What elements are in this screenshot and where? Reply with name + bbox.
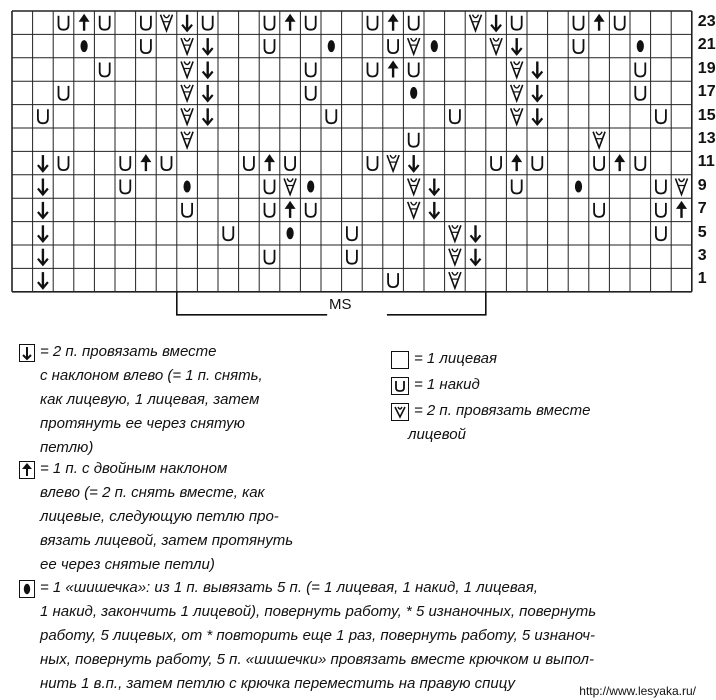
left-decrease-icon (38, 272, 48, 288)
legend-dbl-line: ее через снятые петли) (40, 556, 215, 573)
k2tog-icon (284, 179, 296, 195)
k2tog-icon (593, 132, 605, 148)
k2tog-icon (676, 179, 688, 195)
empty-square-icon (391, 351, 409, 369)
row-number: 1 (697, 270, 707, 288)
bobble-icon (307, 181, 314, 193)
legend-bobble-line: работу, 5 лицевых, от * повторить еще 1 раз, повернуть работу, 5 изнаноч- (40, 627, 596, 644)
yarn-over-icon (223, 226, 233, 240)
double-decrease-icon (676, 201, 687, 218)
yarn-over-icon (265, 39, 275, 53)
row-number: 17 (697, 83, 716, 101)
yarn-over-icon (265, 16, 275, 30)
k2tog-icon (181, 62, 193, 78)
k2tog-icon (181, 38, 193, 54)
bobble-icon (81, 40, 88, 52)
k2tog-icon (511, 108, 523, 124)
k2tog-icon (490, 38, 502, 54)
double-decrease-icon (19, 461, 35, 479)
legend-ssk-line: петлю) (40, 439, 94, 456)
bobble-icon (328, 40, 335, 52)
yarn-over-icon (347, 250, 357, 264)
yarn-over-icon (635, 86, 645, 100)
left-decrease-icon (532, 62, 542, 78)
yarn-over-icon (265, 203, 275, 217)
double-decrease-icon (79, 14, 90, 31)
yarn-over-icon (100, 63, 110, 77)
yarn-over-icon (532, 156, 542, 170)
row-number: 21 (697, 36, 716, 54)
double-decrease-icon (594, 14, 605, 31)
ms-label: MS (329, 296, 352, 313)
yarn-over-icon (306, 63, 316, 77)
yarn-over-icon (368, 63, 378, 77)
k2tog-icon (449, 225, 461, 241)
left-decrease-icon (182, 15, 192, 31)
legend-k2tog-line: лицевой (408, 426, 466, 443)
row-number: 19 (697, 59, 716, 77)
legend-k2tog-line: = 2 п. провязать вместе (414, 402, 591, 419)
yarn-over-icon (388, 39, 398, 53)
yarn-over-icon (59, 16, 69, 30)
legend-bobble-line: = 1 «шишечка»: из 1 п. вывязать 5 п. (= 1 лицевая, 1 накид, 1 лицевая, (40, 579, 538, 596)
yarn-over-icon (100, 16, 110, 30)
yarn-over-icon (38, 109, 48, 123)
yarn-over-icon (512, 180, 522, 194)
k2tog-icon (181, 132, 193, 148)
yarn-over-icon (615, 16, 625, 30)
k2tog-icon (391, 403, 409, 421)
legend-dbl-line: вязать лицевой, затем протянуть (40, 532, 294, 549)
yarn-over-icon (594, 203, 604, 217)
legend-ssk-line: с наклоном влево (= 1 п. снять, (40, 367, 263, 384)
legend-ssk-text (40, 340, 263, 460)
yarn-over-icon (120, 180, 130, 194)
left-decrease-icon (429, 202, 439, 218)
yarn-over-icon (450, 109, 460, 123)
double-decrease-icon (285, 201, 296, 218)
legend-dbl-line: лицевые, следующую петлю про- (40, 508, 279, 525)
yarn-over-icon (347, 226, 357, 240)
row-number: 7 (697, 200, 707, 218)
k2tog-icon (449, 272, 461, 288)
yarn-over-icon (306, 86, 316, 100)
k2tog-icon (161, 15, 173, 31)
yarn-over-icon (244, 156, 254, 170)
yarn-over-icon (409, 133, 419, 147)
yarn-over-icon (120, 156, 130, 170)
double-decrease-icon (285, 14, 296, 31)
k2tog-icon (470, 15, 482, 31)
yarn-over-icon (574, 16, 584, 30)
bobble-icon (19, 580, 35, 598)
yarn-over-icon (594, 156, 604, 170)
yarn-over-icon (59, 156, 69, 170)
legend-yo-line: = 1 накид (414, 376, 480, 393)
k2tog-icon (449, 249, 461, 265)
legend-dbl-text (40, 457, 293, 577)
left-decrease-icon (203, 108, 213, 124)
legend-ssk-line: протянуть ее через снятую (40, 415, 245, 432)
yarn-over-icon (409, 16, 419, 30)
left-decrease-icon (19, 344, 35, 362)
bobble-icon (637, 40, 644, 52)
legend-bobble-text (40, 576, 596, 696)
k2tog-icon (181, 108, 193, 124)
left-decrease-icon (38, 225, 48, 241)
yarn-over-icon (656, 203, 666, 217)
yarn-over-icon (656, 226, 666, 240)
legend-yo-text (414, 373, 480, 397)
double-decrease-icon (388, 61, 399, 78)
left-decrease-icon (512, 38, 522, 54)
row-number: 13 (697, 130, 716, 147)
yarn-over-icon (635, 63, 645, 77)
legend-knit-line: = 1 лицевая (414, 350, 498, 367)
left-decrease-icon (429, 179, 439, 195)
left-decrease-icon (532, 108, 542, 124)
yarn-over-icon (141, 39, 151, 53)
row-number: 9 (697, 176, 707, 194)
left-decrease-icon (203, 38, 213, 54)
row-number: 11 (697, 153, 715, 171)
legend-k2tog-text (408, 399, 591, 447)
double-decrease-icon (264, 154, 275, 171)
left-decrease-icon (471, 225, 481, 241)
left-decrease-icon (38, 202, 48, 218)
bobble-icon (287, 227, 294, 239)
row-number: 23 (697, 13, 716, 30)
double-decrease-icon (511, 154, 522, 171)
yarn-over-icon (391, 377, 409, 395)
left-decrease-icon (409, 155, 419, 171)
yarn-over-icon (265, 250, 275, 264)
yarn-over-icon (409, 63, 419, 77)
yarn-over-icon (368, 16, 378, 30)
yarn-over-icon (326, 109, 336, 123)
yarn-over-icon (306, 16, 316, 30)
legend-bobble-line: 1 накид, закончить 1 лицевой), повернуть работу, * 5 изнаночных, повернуть (40, 603, 597, 620)
row-number: 15 (697, 106, 716, 124)
k2tog-icon (181, 85, 193, 101)
bobble-icon (184, 181, 191, 193)
k2tog-icon (408, 38, 420, 54)
row-number: 5 (697, 223, 707, 241)
left-decrease-icon (532, 85, 542, 101)
k2tog-icon (511, 85, 523, 101)
yarn-over-icon (635, 156, 645, 170)
double-decrease-icon (140, 154, 151, 171)
yarn-over-icon (656, 180, 666, 194)
yarn-over-icon (203, 16, 213, 30)
legend-dbl-line: влево (= 2 п. снять вместе, как (40, 484, 265, 501)
yarn-over-icon (388, 273, 398, 287)
left-decrease-icon (491, 15, 501, 31)
yarn-over-icon (285, 156, 295, 170)
yarn-over-icon (574, 39, 584, 53)
watermark-url: http://www.lesyaka.ru/ (579, 684, 696, 698)
k2tog-icon (408, 179, 420, 195)
legend-bobble-line: нить 1 в.п., затем петлю с крючка переместить на правую спицу (40, 675, 516, 692)
legend-dbl-line: = 1 п. с двойным наклоном (40, 460, 228, 477)
legend-bobble-line: ных, повернуть работу, 5 п. «шишечки» провязать вместе крючком и выпол- (40, 651, 594, 668)
left-decrease-icon (471, 249, 481, 265)
bobble-icon (575, 181, 582, 193)
k2tog-icon (387, 155, 399, 171)
row-number: 3 (697, 247, 707, 264)
double-decrease-icon (614, 154, 625, 171)
left-decrease-icon (38, 155, 48, 171)
yarn-over-icon (182, 203, 192, 217)
yarn-over-icon (265, 180, 275, 194)
yarn-over-icon (141, 16, 151, 30)
left-decrease-icon (203, 62, 213, 78)
yarn-over-icon (656, 109, 666, 123)
legend-ssk-line: = 2 п. провязать вместе (40, 343, 217, 360)
yarn-over-icon (491, 156, 501, 170)
bobble-icon (410, 87, 417, 99)
yarn-over-icon (306, 203, 316, 217)
left-decrease-icon (38, 249, 48, 265)
yarn-over-icon (162, 156, 172, 170)
yarn-over-icon (512, 16, 522, 30)
legend-knit-text (414, 347, 497, 371)
left-decrease-icon (38, 179, 48, 195)
yarn-over-icon (368, 156, 378, 170)
left-decrease-icon (203, 85, 213, 101)
double-decrease-icon (388, 14, 399, 31)
legend-ssk-line: как лицевую, 1 лицевая, затем (40, 391, 260, 408)
k2tog-icon (511, 62, 523, 78)
yarn-over-icon (59, 86, 69, 100)
knitting-chart (0, 0, 700, 320)
bobble-icon (431, 40, 438, 52)
k2tog-icon (408, 202, 420, 218)
